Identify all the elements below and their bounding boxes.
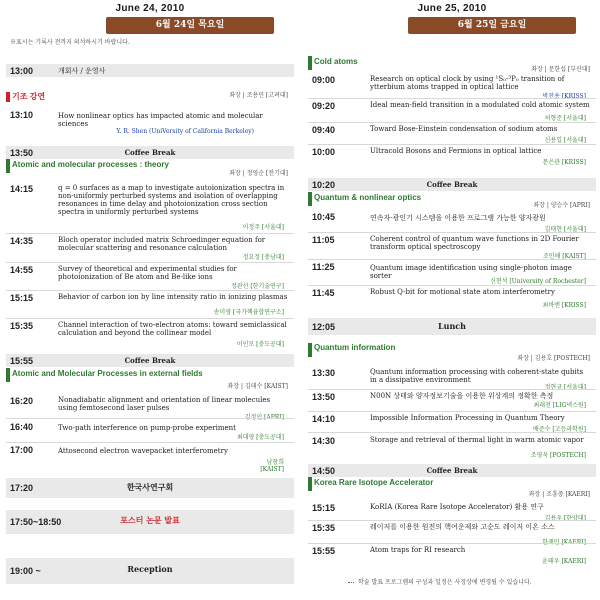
- title: 개회사 / 운영사: [58, 67, 106, 75]
- speaker: 김태현 [서울대]: [544, 226, 586, 233]
- time: 14:50: [312, 466, 336, 476]
- talk-row: [308, 125, 596, 145]
- footnote: 학술 발표 프로그램의 구성과 일정은 사정상에 변경될 수 있습니다.: [358, 579, 532, 586]
- divider: [308, 543, 596, 544]
- session-chair: 좌장 | 조흥중 [KAERI]: [528, 491, 590, 498]
- title: Robust Q-bit for motional state atom interferometry: [370, 288, 555, 296]
- speaker: 송미영 [국가핵융합연구소]: [213, 309, 284, 316]
- speaker: 최대영 [충도공대]: [236, 434, 284, 441]
- speaker: 배준수 [고등과학원]: [533, 426, 586, 433]
- divider: [308, 389, 596, 390]
- opening-row: [6, 64, 294, 77]
- title: KoRIA (Korea Rare Isotope Accelerator) 활용 연구: [370, 503, 544, 511]
- divider: [308, 411, 596, 412]
- label: Coffee Break: [124, 356, 176, 365]
- divider: [6, 233, 294, 234]
- time: 17:00: [10, 445, 34, 455]
- talk-row: [6, 293, 294, 321]
- talk-row: [308, 212, 596, 232]
- session-marker: [308, 56, 312, 70]
- divider: [6, 290, 294, 291]
- speaker: 최바엔 [KRISS]: [542, 302, 586, 309]
- title: Bloch operator included matrix Schroedinger equation for molecular scattering and resonance calculation: [58, 236, 266, 252]
- divider: [6, 318, 294, 319]
- title: Two-path interference on pump-probe experiment: [58, 424, 236, 432]
- title: Storage and retrieval of thermal light in warm atomic vapor: [370, 436, 584, 444]
- speaker: 문은관 [KRISS]: [542, 159, 586, 166]
- coffee-break-row: [308, 178, 596, 191]
- divider: [308, 232, 596, 233]
- session-marker: [308, 192, 312, 206]
- label: 포스터 논문 발표: [120, 515, 180, 525]
- speaker: 한재민 [KAERI]: [542, 539, 586, 546]
- divider: [6, 262, 294, 263]
- time: 16:40: [10, 422, 34, 432]
- time: 11:25: [312, 262, 335, 272]
- title: Coherent control of quantum wave functions in 2D Fourier transform optical spectroscopy: [370, 235, 579, 251]
- label: Reception: [127, 564, 173, 574]
- reception-row: [6, 558, 294, 584]
- label: Coffee Break: [124, 148, 176, 157]
- coffee-break-row: [6, 354, 294, 367]
- day2-weekday: 6월 25일 금요일: [408, 17, 576, 34]
- speaker: 신용일 [서울대]: [544, 137, 586, 144]
- label: Coffee Break: [426, 180, 478, 189]
- title: Toward Bose-Einstein condensation of sodium atoms: [370, 125, 558, 133]
- speaker: 조민해 [KAIST]: [542, 253, 586, 260]
- session-chair: 좌장 | 김용호 [POSTECH]: [517, 355, 590, 362]
- label: Coffee Break: [426, 466, 478, 475]
- time: 14:55: [10, 265, 34, 275]
- coffee-break-row: [308, 464, 596, 477]
- talk-row: [6, 422, 294, 442]
- session-chair: 좌장 | 정영순 [전기대]: [229, 170, 288, 177]
- talk-row: [308, 147, 596, 169]
- title: How nonlinear optics has impacted atomic and molecular sciences: [58, 112, 263, 128]
- divider: [6, 418, 294, 419]
- time: 14:10: [312, 414, 336, 424]
- session-title: Atomic and molecular processes : theory: [12, 160, 169, 169]
- time: 10:45: [312, 212, 336, 222]
- talk-row: [6, 110, 294, 142]
- title: Behavior of carbon ion by line intensity ratio in ionizing plasmas: [58, 293, 288, 301]
- speaker: 허형준 [서울대]: [544, 115, 586, 122]
- session-marker: [6, 368, 10, 382]
- time: 14:30: [312, 436, 336, 446]
- time: 15:35: [10, 321, 34, 331]
- time: 13:50: [10, 148, 34, 158]
- title: Quantum information processing with coherent-state qubits in a dissipative environment: [370, 368, 584, 384]
- time: 16:20: [10, 396, 34, 406]
- title: 연속자-광인기 시스템을 이용한 프로그램 가능한 양자광원: [370, 214, 546, 222]
- time: 13:00: [10, 66, 34, 76]
- session-title: Korea Rare Isotope Accelerator: [314, 478, 434, 487]
- session-title: 기조 강연: [12, 92, 46, 101]
- speaker: 정관선 [한기술연구]: [231, 283, 284, 290]
- title: Attosecond electron wavepacket interferometry: [58, 447, 228, 455]
- speaker: 신현석 [University of Rochester]: [490, 278, 586, 285]
- title: Nonadiabatic alignment and orientation of linear molecules using femtosecond laser pulses: [58, 396, 271, 412]
- time: 09:40: [312, 125, 336, 135]
- speaker: 정요정 [충남대]: [242, 254, 284, 261]
- speaker: 윤태우 [KAERI]: [542, 558, 586, 565]
- keynote-marker: [6, 92, 10, 102]
- lunch-row: [308, 318, 596, 335]
- time: 10:20: [312, 180, 336, 190]
- day1-weekday: 6월 24일 목요일: [106, 17, 274, 34]
- talk-row: [308, 288, 596, 312]
- title: Impossible Information Processing in Quantum Theory: [370, 414, 565, 422]
- day1-column: [6, 0, 294, 600]
- time: 15:15: [10, 293, 34, 303]
- time: 13:30: [312, 368, 336, 378]
- time: 17:20: [10, 483, 34, 493]
- divider: [308, 259, 596, 260]
- time: 11:05: [312, 235, 335, 245]
- time: 15:15: [312, 503, 336, 513]
- speaker: 박찬용 [KRISS]: [542, 93, 586, 100]
- session-marker: [6, 159, 10, 173]
- talk-row: [308, 414, 596, 434]
- talk-row: [6, 321, 294, 351]
- divider: [308, 122, 596, 123]
- divider: [308, 144, 596, 145]
- time: 11:45: [312, 288, 335, 298]
- title: q = 0 surfaces as a map to investigate autoionization spectra in non-uniformly perturbed systems and isolation of overlapping resonances in time delay and photoionization cross section spectra in uniformly perturbed systems: [58, 184, 285, 216]
- divider: [308, 285, 596, 286]
- footnote-dots: [348, 582, 354, 583]
- time: 14:15: [10, 184, 34, 194]
- coffee-break-row: [6, 146, 294, 159]
- session-marker: [308, 477, 312, 491]
- day2-date: June 25, 2010: [417, 3, 487, 14]
- title: Quantum image identification using single-photon image sorter: [370, 264, 572, 280]
- poster-row: [6, 510, 294, 534]
- session-chair: 좌장 | 김태수 [KAIST]: [227, 383, 288, 390]
- time: 12:05: [312, 322, 336, 332]
- session-chair: 좌장 | 문한섭 [부산대]: [531, 66, 590, 73]
- notice-text: ※표시는 기록사 전까지 의석하시기 바랍니다.: [10, 39, 130, 46]
- talk-row: [308, 546, 596, 568]
- session-title: Quantum information: [314, 343, 396, 352]
- time: 09:20: [312, 101, 336, 111]
- time: 10:00: [312, 147, 336, 157]
- divider: [308, 520, 596, 521]
- title: 레이저를 이용한 원전의 핵여운제와 고순도 레이저 이온 소스: [370, 523, 555, 531]
- talk-row: [6, 445, 294, 475]
- session-marker: [308, 343, 312, 357]
- speaker: 이정주 [서울대]: [242, 224, 284, 231]
- title: Channel interaction of two-electron atoms: toward semiclassical calculation and beyond the collinear model: [58, 321, 287, 337]
- title: Ultracold Bosons and Fermions in optical lattice: [370, 147, 542, 155]
- speaker: 정현규 [서울대]: [544, 384, 586, 391]
- speaker: 남창희 [KAIST]: [260, 459, 284, 474]
- divider: [308, 432, 596, 433]
- time: 15:55: [10, 356, 34, 366]
- talk-row: [308, 503, 596, 525]
- time: 17:50~18:50: [10, 517, 62, 527]
- talk-row: [308, 235, 596, 259]
- talk-row: [308, 368, 596, 394]
- title: Atom traps for RI research: [370, 546, 466, 554]
- time: 15:55: [312, 546, 336, 556]
- time: 14:35: [10, 236, 34, 246]
- meeting-row: [6, 478, 294, 498]
- time: 15:35: [312, 523, 336, 533]
- speaker: 김정인 [APRI]: [244, 414, 284, 421]
- title: N00N 상태와 양자정보기술을 이용한 위상계의 정확한 측정: [370, 392, 554, 400]
- day1-date: June 24, 2010: [115, 3, 185, 14]
- time: 19:00 ~: [10, 566, 41, 576]
- session-title: Quantum & nonlinear optics: [314, 193, 422, 202]
- session-title: Atomic and Molecular Processes in external fields: [12, 369, 203, 378]
- time: 09:00: [312, 75, 336, 85]
- talk-row: [308, 392, 596, 412]
- label: 한국사연구회: [126, 482, 174, 492]
- speaker: 최래천 [LIG넥스원]: [533, 402, 586, 409]
- time: 13:50: [312, 392, 336, 402]
- speaker: Y. R. Shen (UniVersity of California Berkeley): [116, 128, 254, 135]
- talk-row: [308, 436, 596, 462]
- speaker: 이인모 [충도공대]: [236, 341, 284, 348]
- title: Survey of theoretical and experimental studies for photoionization of Be atom and Be-like ions: [58, 265, 237, 281]
- talk-row: [6, 184, 294, 234]
- session-chair: 좌장 | 양승수 [APRI]: [533, 202, 590, 209]
- label: Lunch: [438, 321, 466, 331]
- time: 13:10: [10, 110, 34, 120]
- speaker: 김용우 [한양대]: [544, 515, 586, 522]
- divider: [6, 442, 294, 443]
- talk-row: [6, 396, 294, 421]
- talk-row: [308, 75, 596, 99]
- title: Ideal mean-field transition in a modulated cold atomic system: [370, 101, 590, 109]
- title: Research on optical clock by using ¹S₀-³P₀ transition of ytterbium atoms trapped in optical lattice: [370, 75, 565, 91]
- notice-row: [6, 39, 294, 49]
- speaker: 조영욱 [POSTECH]: [530, 452, 586, 459]
- talk-row: [308, 262, 596, 286]
- talk-row: [308, 101, 596, 123]
- session-chair: 좌장 | 조용민 [고려대]: [229, 92, 288, 99]
- day2-column: [308, 0, 596, 600]
- session-title: Cold atoms: [314, 57, 358, 66]
- divider: [308, 98, 596, 99]
